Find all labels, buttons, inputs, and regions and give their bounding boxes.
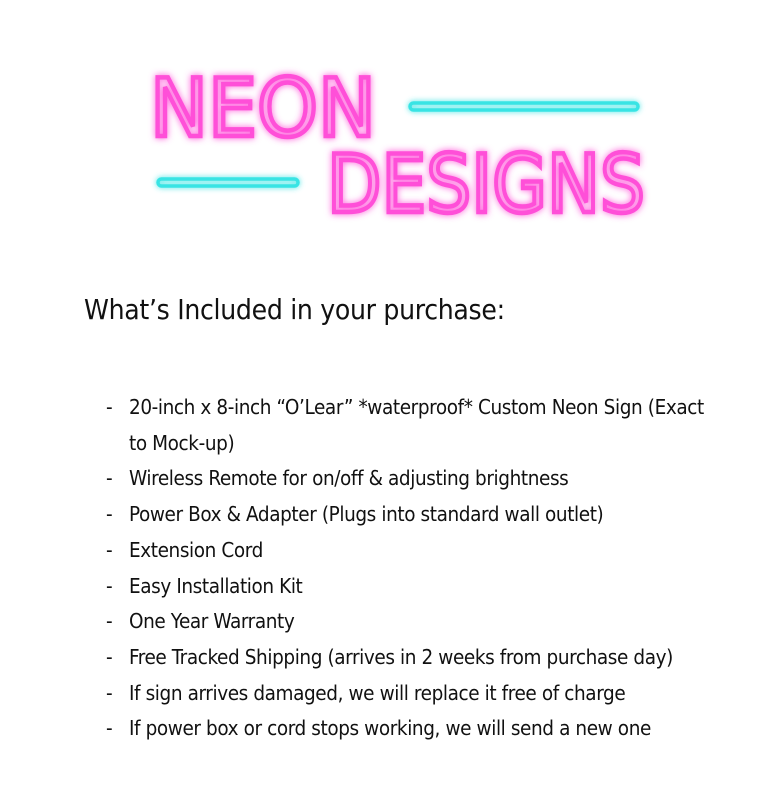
list-bullet: - xyxy=(106,537,113,562)
list-item xyxy=(0,676,709,712)
list-bullet: - xyxy=(106,609,113,634)
neon-logo-graphic xyxy=(0,0,757,260)
list-bullet: - xyxy=(106,644,113,669)
list-item xyxy=(0,390,709,461)
list-bullet: - xyxy=(106,395,113,419)
list-item-text: Extension Cord xyxy=(129,537,263,562)
list-item xyxy=(0,711,709,747)
list-item-text: 20-inch x 8-inch “O’Lear” *waterproof* Custom Neon Sign (Exact to Mock-up) xyxy=(129,395,704,455)
included-items-list xyxy=(0,390,757,747)
list-item-text: Easy Installation Kit xyxy=(129,573,303,598)
list-item-text: One Year Warranty xyxy=(129,609,295,634)
list-bullet: - xyxy=(106,573,113,598)
list-item-text: If power box or cord stops working, we will send a new one xyxy=(129,716,651,741)
list-bullet: - xyxy=(106,502,113,527)
logo-line-designs: DESIGNS xyxy=(327,138,645,231)
list-item-text: Free Tracked Shipping (arrives in 2 weeks from purchase day) xyxy=(129,644,673,669)
neon-bar-bottom xyxy=(158,179,298,186)
list-item-text: Wireless Remote for on/off & adjusting brightness xyxy=(129,466,569,491)
list-item-text: Power Box & Adapter (Plugs into standard wall outlet) xyxy=(129,502,604,527)
list-item xyxy=(0,533,709,569)
list-bullet: - xyxy=(106,466,113,491)
list-item-text: If sign arrives damaged, we will replace it free of charge xyxy=(129,680,626,705)
logo-line-neon: NEON xyxy=(150,62,376,155)
list-item xyxy=(0,497,709,533)
list-bullet: - xyxy=(106,716,113,741)
list-item xyxy=(0,461,709,497)
page-heading: What’s Included in your purchase: xyxy=(84,293,505,326)
neon-bar-top xyxy=(410,103,638,110)
neon-designs-logo xyxy=(0,0,757,260)
list-item xyxy=(0,569,709,605)
list-bullet: - xyxy=(106,680,113,705)
list-item xyxy=(0,604,709,640)
list-item xyxy=(0,640,709,676)
